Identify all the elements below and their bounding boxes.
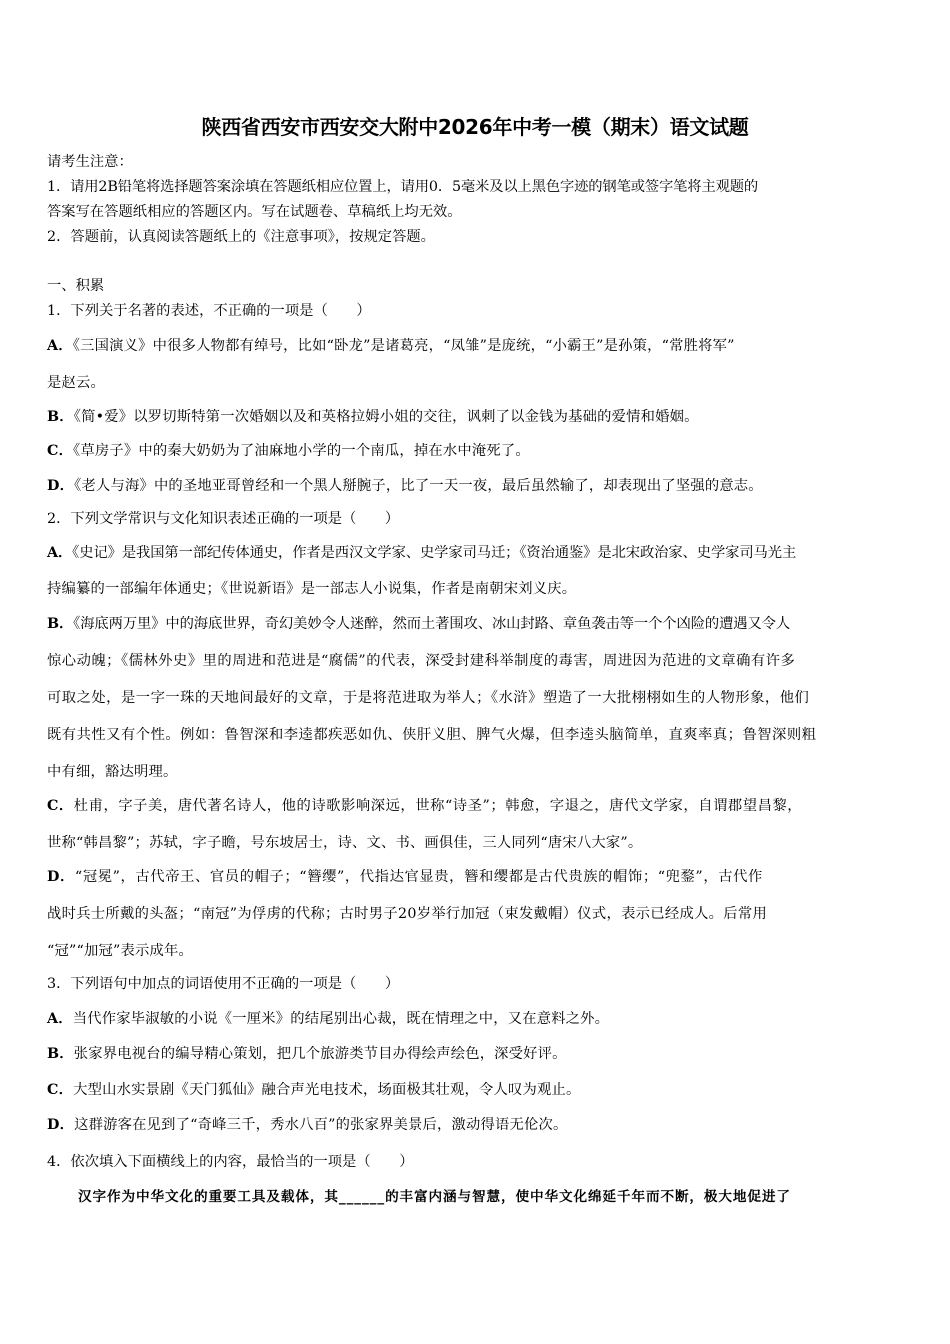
question-3-option-c xyxy=(47,1080,907,1100)
option-label: D． xyxy=(47,1117,75,1133)
question-4-stem: 4．依次填入下面横线上的内容，最恰当的一项是（ ） xyxy=(47,1154,414,1170)
question-2-option-b-cont-1: 惊心动魄；《儒林外史》里的周进和范进是“腐儒”的代表，深受封建科举制度的毒害，周进因为范进的文章确有许多 xyxy=(47,653,796,669)
option-text: “冠冕”，古代帝王、官员的帽子；“簪缨”，代指达官显贵，簪和缨都是古代贵族的帽饰；“兜鍪”，古代作 xyxy=(74,869,763,885)
option-text: 《简•爱》以罗切斯特第一次婚姻以及和英格拉姆小姐的交往，讽刺了以金钱为基础的爱情和婚姻。 xyxy=(73,409,699,425)
question-1-stem: 1．下列关于名著的表述，不正确的一项是（ ） xyxy=(47,303,371,319)
option-text: 当代作家毕淑敏的小说《一厘米》的结尾别出心裁，既在情理之中，又在意料之外。 xyxy=(72,1011,610,1027)
question-4-passage: 汉字作为中华文化的重要工具及载体，其______的丰富内涵与智慧，使中华文化绵延千年而不断，极大地促进了 xyxy=(78,1189,791,1205)
option-label: D． xyxy=(47,869,75,885)
notice-heading: 请考生注意： xyxy=(47,154,133,170)
question-2-option-d-cont-1: 战时兵士所戴的头盔；“南冠”为俘虏的代称；古时男子20岁举行加冠（束发戴帽）仪式，表示已经成人。后常用 xyxy=(47,906,768,922)
section-heading: 一、积累 xyxy=(47,278,105,294)
option-label: A． xyxy=(47,1011,73,1027)
option-text: 这群游客在见到了“奇峰三千，秀水八百”的张家界美景后，激动得语无伦次。 xyxy=(74,1117,568,1133)
question-2-option-b-cont-4: 中有细，豁达明理。 xyxy=(47,764,178,780)
option-label: B． xyxy=(47,616,74,632)
question-3-option-b xyxy=(47,1044,907,1064)
question-2-option-d-cont-2: “冠”“加冠”表示成年。 xyxy=(47,943,194,959)
question-2-option-c xyxy=(47,796,907,816)
option-text: 大型山水实景剧《天门狐仙》融合声光电技术，场面极其壮观，令人叹为观止。 xyxy=(73,1082,581,1098)
notice-item-2: 2．答题前，认真阅读答题纸上的《注意事项》，按规定答题。 xyxy=(47,229,435,245)
question-2-option-b xyxy=(47,614,907,634)
question-2-option-b-cont-2: 可取之处，是一字一珠的天地间最好的文章，于是将范进取为举人；《水浒》塑造了一大批栩栩如生的人物形象，他们 xyxy=(47,690,810,706)
notice-item-1-line-1: 1．请用2B铅笔将选择题答案涂填在答题纸相应位置上，请用0．5毫米及以上黑色字迹的钢笔或签字笔将主观题的 xyxy=(47,179,759,195)
option-text: 杜甫，字子美，唐代著名诗人，他的诗歌影响深远，世称“诗圣”；韩愈，字退之，唐代文学家，自谓郡望昌黎， xyxy=(73,798,803,814)
notice-item-1-line-2: 答案写在答题纸相应的答题区内。写在试题卷、草稿纸上均无效。 xyxy=(47,204,462,220)
option-label: A． xyxy=(47,545,73,561)
option-text: 《海底两万里》中的海底世界，奇幻美妙令人迷醉，然而土著围攻、冰山封路、章鱼袭击等一个个凶险的遭遇又令人 xyxy=(73,616,791,632)
question-1-option-c xyxy=(47,441,907,461)
option-label: B． xyxy=(47,1046,74,1062)
question-3-option-a xyxy=(47,1009,907,1029)
question-1-option-b xyxy=(47,407,907,427)
question-2-option-c-cont: 世称“韩昌黎”；苏轼，字子瞻，号东坡居士，诗、文、书、画俱佳，三人同列“唐宋八大家”。 xyxy=(47,835,643,851)
question-3-stem: 3．下列语句中加点的词语使用不正确的一项是（ ） xyxy=(47,976,400,992)
question-3-option-d xyxy=(47,1115,907,1135)
question-2-option-b-cont-3: 既有共性又有个性。例如：鲁智深和李逵都疾恶如仇、侠肝义胆、脾气火爆，但李逵头脑简单，直爽率真；鲁智深则粗 xyxy=(47,727,817,743)
question-2-option-a xyxy=(47,543,907,563)
page-title: 陕西省西安市西安交大附中2026年中考一模（期末）语文试题 xyxy=(201,115,749,139)
question-1-option-a xyxy=(47,336,907,356)
option-text: 《史记》是我国第一部纪传体通史，作者是西汉文学家、史学家司马迁；《资治通鉴》是北宋政治家、史学家司马光主 xyxy=(72,545,797,561)
option-label: A． xyxy=(47,338,73,354)
question-1-option-d xyxy=(47,476,907,496)
question-1-option-a-cont: 是赵云。 xyxy=(47,375,105,391)
question-2-stem: 2．下列文学常识与文化知识表述正确的一项是（ ） xyxy=(47,511,400,527)
question-2-option-a-cont: 持编纂的一部编年体通史；《世说新语》是一部志人小说集，作者是南朝宋刘义庆。 xyxy=(47,581,577,597)
option-text: 《老人与海》中的圣地亚哥曾经和一个黑人掰腕子，比了一天一夜，最后虽然输了，却表现出了坚强的意志。 xyxy=(74,478,763,494)
option-text: 《草房子》中的秦大奶奶为了油麻地小学的一个南瓜，掉在水中淹死了。 xyxy=(73,443,530,459)
option-label: B． xyxy=(47,409,74,425)
option-label: C． xyxy=(47,798,74,814)
question-2-option-d xyxy=(47,867,907,887)
option-label: C． xyxy=(47,443,74,459)
option-text: 《三国演义》中很多人物都有绰号，比如“卧龙”是诸葛亮，“凤雏”是庞统，“小霸王”是孙策，“常胜将军” xyxy=(72,338,735,354)
option-label: C． xyxy=(47,1082,74,1098)
option-label: D． xyxy=(47,478,75,494)
option-text: 张家界电视台的编导精心策划，把几个旅游类节目办得绘声绘色，深受好评。 xyxy=(73,1046,567,1062)
